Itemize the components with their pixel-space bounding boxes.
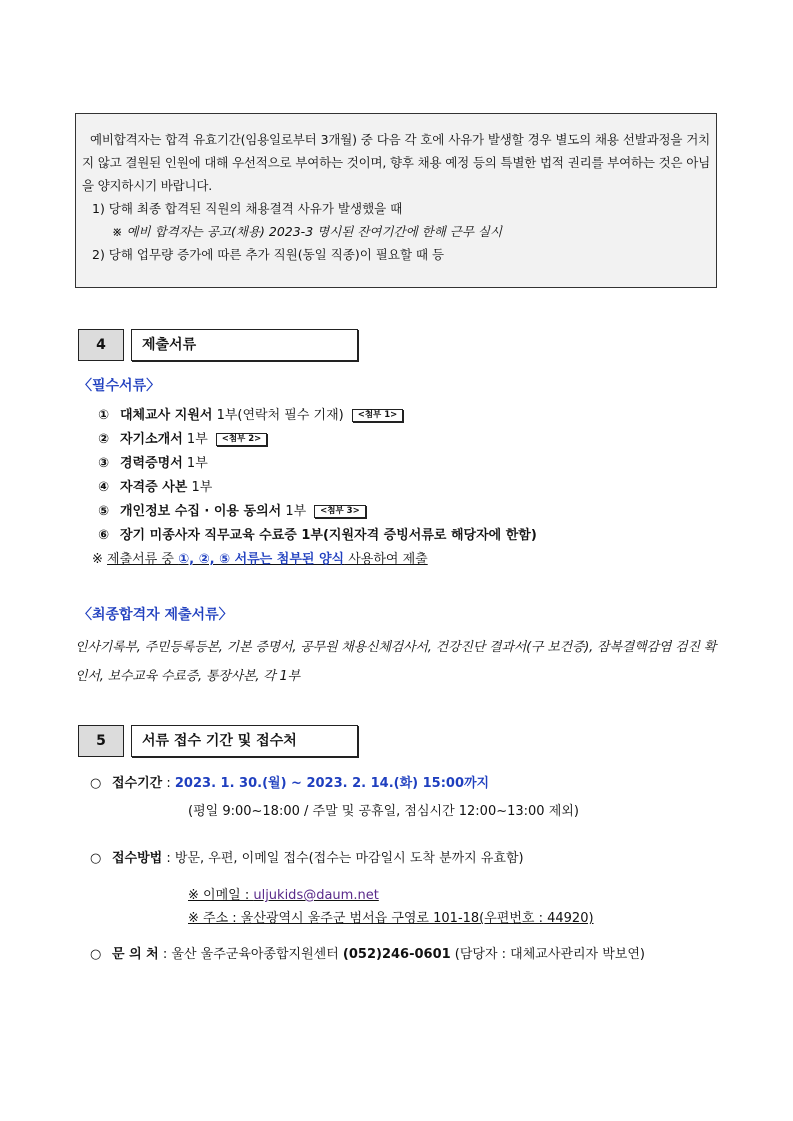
doc-item-6 [98,524,537,548]
note-end: 사용하여 제출 [344,552,428,567]
email-line [188,884,379,903]
doc-item-4 [98,476,537,500]
doc-number: ② [98,432,110,447]
doc-detail: 1부 [187,480,213,495]
doc-name: 개인정보 수집 · 이용 동의서 [120,504,282,519]
period-value: 2023. 1. 30.(월) ~ 2023. 2. 14.(화) 15:00까지 [174,776,490,791]
method-row: ○ 접수방법 : 방문, 우편, 이메일 접수(접수는 마감일시 도착 분까지 유효함) [90,851,524,866]
contact-phone: (052)246-0601 [342,947,451,962]
section-4-number: 4 [78,329,124,361]
notice-item-1: 1) 당해 최종 합격된 직원의 채용결격 사유가 발생했을 때 [92,201,403,216]
attachment-tag: <첨부 3> [314,505,366,518]
method-label: 접수방법 [112,851,163,866]
final-docs-heading: 〈최종합격자 제출서류〉 [78,607,233,623]
doc-number: ① [98,408,110,423]
circle-bullet-icon: ○ [90,776,102,791]
doc-item-5 [98,500,537,524]
note-text [107,552,428,567]
doc-name: 자격증 사본 [120,480,188,495]
doc-detail: 1부 [182,456,208,471]
doc-name: 자기소개서 [120,432,183,447]
notice-box [75,113,717,288]
required-docs-heading: 〈필수서류〉 [78,378,161,394]
doc-name: 경력증명서 [120,456,183,471]
attachment-tag: <첨부 1> [352,409,404,422]
doc-item-3 [98,452,537,476]
period-row: ○ 접수기간 : 2023. 1. 30.(월) ~ 2023. 2. 14.(화) 15:00까지 [90,776,490,791]
notice-item-1-note: ※ 예비 합격자는 공고(채용) 2023-3 명시된 잔여기간에 한해 근무 실시 [112,224,503,239]
contact-row: ○ 문 의 처 : 울산 울주군육아종합지원센터 (052)246-0601 (담당자 : 대체교사관리자 박보연) [90,947,645,962]
method-value: 방문, 우편, 이메일 접수(접수는 마감일시 도착 분까지 유효함) [174,851,524,866]
required-docs-note [92,548,537,572]
circle-bullet-icon: ○ [90,851,102,866]
doc-item-2 [98,428,537,452]
email-label: ※ 이메일 : [188,888,254,903]
period-note: (평일 9:00~18:00 / 주말 및 공휴일, 점심시간 12:00~13:00 제외) [188,804,579,819]
doc-item-1 [98,404,537,428]
period-label: 접수기간 [112,776,163,791]
attachment-tag: <첨부 2> [216,433,268,446]
note-highlight: ①, ②, ⑤ 서류는 첨부된 양식 [178,552,345,567]
circle-bullet-icon: ○ [90,947,102,962]
note-mark: ※ [92,552,108,567]
notice-item-2: 2) 당해 업무량 증가에 따른 추가 직원(동일 직종)이 필요할 때 등 [92,247,445,262]
doc-name: 장기 미종사자 직무교육 수료증 1부(지원자격 증빙서류로 해당자에 한함) [120,528,537,543]
doc-name: 대체교사 지원서 [120,408,213,423]
contact-person: (담당자 : 대체교사관리자 박보연) [450,947,645,962]
doc-detail: 1부(연락처 필수 기재) [212,408,344,423]
final-docs-text: 인사기록부, 주민등록등본, 기본 증명서, 공무원 채용신체검사서, 건강진단 결과서(구 보건증), 잠복결핵감염 검진 확인서, 보수교육 수료증, 통장사본, 각 1부 [75,640,717,684]
email-link[interactable]: uljukids@daum.net [253,888,379,903]
section-5-number: 5 [78,725,124,757]
address-line: ※ 주소 : 울산광역시 울주군 범서읍 구영로 101-18(우편번호 : 44920) [188,911,594,926]
doc-number: ④ [98,480,110,495]
contact-label: 문 의 처 [112,947,159,962]
doc-detail: 1부 [281,504,307,519]
section-5-title: 서류 접수 기간 및 접수처 [131,725,358,757]
doc-number: ⑥ [98,528,110,543]
note-start: 제출서류 중 [107,552,179,567]
section-4-title: 제출서류 [131,329,358,361]
doc-number: ③ [98,456,110,471]
contact-org: 울산 울주군육아종합지원센터 [171,947,343,962]
required-docs-list [92,404,537,572]
doc-detail: 1부 [182,432,208,447]
doc-number: ⑤ [98,504,110,519]
notice-paragraph: 예비합격자는 합격 유효기간(임용일로부터 3개월) 중 다음 각 호에 사유가 발생할 경우 별도의 채용 선발과정을 거치지 않고 결원된 인원에 대해 우선적으로 부여하는 것이며, 향후 채용 예정 등의 특별한 법적 권리를 부여하는 것은 아님을 양지하시기 바랍니다. [82,132,710,193]
